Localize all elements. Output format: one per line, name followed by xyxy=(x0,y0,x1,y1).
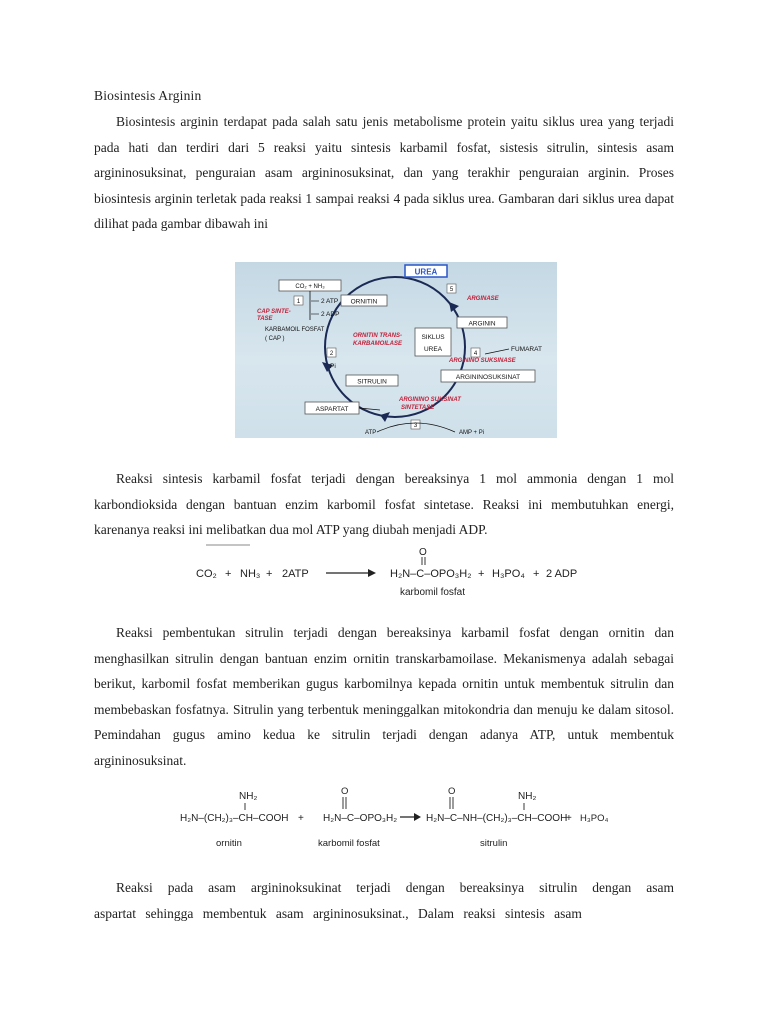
urea-cycle-diagram xyxy=(235,262,557,438)
siklus-label: SIKLUS xyxy=(421,334,445,341)
eq1-oxygen: O xyxy=(419,547,427,558)
step-1-label: 1 xyxy=(296,299,301,305)
eq1-nh3: NH₃ xyxy=(240,568,261,580)
step-5-label: 5 xyxy=(449,287,454,293)
enzyme-as-synthetase-2: SINTETASE xyxy=(401,405,435,411)
ornitin-label: ORNITIN xyxy=(350,298,378,306)
urea-cycle-figure xyxy=(235,262,557,438)
sitrulin-label: SITRULIN xyxy=(357,378,387,386)
eq1-plus-4: + xyxy=(533,568,540,580)
eq1-adp: 2 ADP xyxy=(546,568,578,580)
fumarat-label: FUMARAT xyxy=(511,346,542,353)
eq1-plus-1: + xyxy=(225,568,232,580)
step-4-label: 4 xyxy=(473,351,478,357)
eq2-ornitin: H₂N–(CH₂)₃–CH–COOH xyxy=(180,813,289,824)
aspartat-label: ASPARTAT xyxy=(315,406,349,413)
paragraph-argininosuksinat: Reaksi pada asam argininoksukinat terjadi dengan bereaksinya sitrulin dengan asam aspartat sehingga membentuk asam argininosuksinat., Dalam reaksi sintesis asam xyxy=(94,880,674,921)
eq2-arrowhead xyxy=(414,813,421,821)
argininosuksinat-label: ARGININOSUKSINAT xyxy=(455,374,521,381)
eq1-arrowhead xyxy=(368,569,376,577)
eq1-plus-2: + xyxy=(266,568,273,580)
enzyme-cap-synthetase: CAP SINTE- xyxy=(257,309,291,315)
equation-sitrulin xyxy=(178,782,618,852)
eq2-label-kf: karbomil fosfat xyxy=(318,838,380,849)
step-3-label: 3 xyxy=(413,423,418,429)
karbamoil-label: KARBAMOIL FOSFAT xyxy=(265,327,325,333)
pi-label: Pi xyxy=(330,363,336,370)
eq1-co2: CO₂ xyxy=(196,568,217,580)
arginin-label: ARGININ xyxy=(468,320,496,328)
document-title: Biosintesis Arginin xyxy=(94,88,202,103)
eq1-h3po4: H₃PO₄ xyxy=(492,568,525,580)
enzyme-arginase: ARGINASE xyxy=(467,296,499,302)
urea-label: UREA xyxy=(414,267,438,277)
atp-label: 2 ATP xyxy=(321,298,339,305)
enzyme-otc-2: KARBAMOILASE xyxy=(353,341,402,347)
paragraph-intro: Biosintesis arginin terdapat pada salah satu jenis metabolisme protein yaitu siklus urea yang terjadi pada hati dan terdiri dari 5 reaksi yaitu sintesis karbamil fosfat, sistesis sitrulin, sintesis asam argininosuksinat, penguraian asam argininosuksinat, dan yang terakhir penguraian arginin. Proses biosintesis arginin terletak pada reaksi 1 sampai reaksi 4 pada siklus urea. Gambaran dari siklus urea dapat dilihat pada gambar dibawah ini xyxy=(94,114,674,231)
enzyme-otc: ORNITIN TRANS- xyxy=(353,333,402,339)
eq2-kf-oxygen: O xyxy=(341,786,349,797)
eq2-sitrulin-oxygen: O xyxy=(448,786,456,797)
eq1-atp: 2ATP xyxy=(282,568,309,580)
eq1-product: H₂N–C–OPO₃H₂ xyxy=(390,568,472,580)
enzyme-as-synthetase: ARGININO SUKSINAT xyxy=(399,397,461,403)
fumarat-arrow xyxy=(485,349,509,354)
atp-bottom-label: ATP xyxy=(365,430,377,436)
eq1-product-label: karbomil fosfat xyxy=(400,587,466,598)
eq2-plus-1: + xyxy=(298,813,304,824)
eq2-sitrulin: H₂N–C–NH–(CH₂)₃–CH–COOH xyxy=(426,813,568,824)
eq2-label-sitrulin: sitrulin xyxy=(480,838,508,849)
paragraph-sitrulin: Reaksi pembentukan sitrulin terjadi dengan bereaksinya karbamil fosfat dengan ornitin dan menghasilkan sitrulin dengan bantuan enzim ornitin transkarbamoilase. Mekanismenya adalah sebagai berikut, karbomil fosfat memberikan gugus karbomilnya kepada ornitin untuk membentuk sitrulin dan membebaskan fosfatnya. Sitrulin yang terbentuk meninggalkan mitokondria dan menuju ke dalam sitosol. Pemindahan gugus amino kedua ke sitrulin terjadi dengan adanya ATP, untuk membentuk argininosuksinat. xyxy=(94,625,674,768)
enzyme-lyase: ARGININO SUKSINASE xyxy=(449,358,516,364)
adp-label: 2 ADP xyxy=(321,311,340,318)
enzyme-cap-synthetase-2: TASE xyxy=(257,316,273,322)
amp-label: AMP + Pi xyxy=(459,430,485,436)
paragraph-karbamil-fosfat: Reaksi sintesis karbamil fosfat terjadi dengan bereaksinya 1 mol ammonia dengan 1 mol karbondioksida dengan bantuan enzim karbomil fosfat sintetase. Reaksi ini membutuhkan energi, karenanya reaksi ini melibatkan dua mol ATP yang diubah menjadi ADP. xyxy=(94,471,674,537)
eq2-h3po4: H₃PO₄ xyxy=(580,813,609,824)
eq1-plus-3: + xyxy=(478,568,485,580)
equation-karbamil-fosfat xyxy=(190,543,590,601)
eq2-kf: H₂N–C–OPO₃H₂ xyxy=(323,813,398,824)
eq2-sitrulin-nh2: NH₂ xyxy=(518,791,537,802)
siklus-urea-label: UREA xyxy=(423,346,443,353)
cap-label: ( CAP ) xyxy=(265,336,285,342)
eq2-label-ornitin: ornitin xyxy=(216,838,242,849)
eq2-plus-2: + xyxy=(566,813,572,824)
reactants-label: CO₂ + NH₃ xyxy=(295,284,325,290)
step-2-label: 2 xyxy=(329,351,334,357)
eq2-ornitin-nh2: NH₂ xyxy=(239,791,258,802)
